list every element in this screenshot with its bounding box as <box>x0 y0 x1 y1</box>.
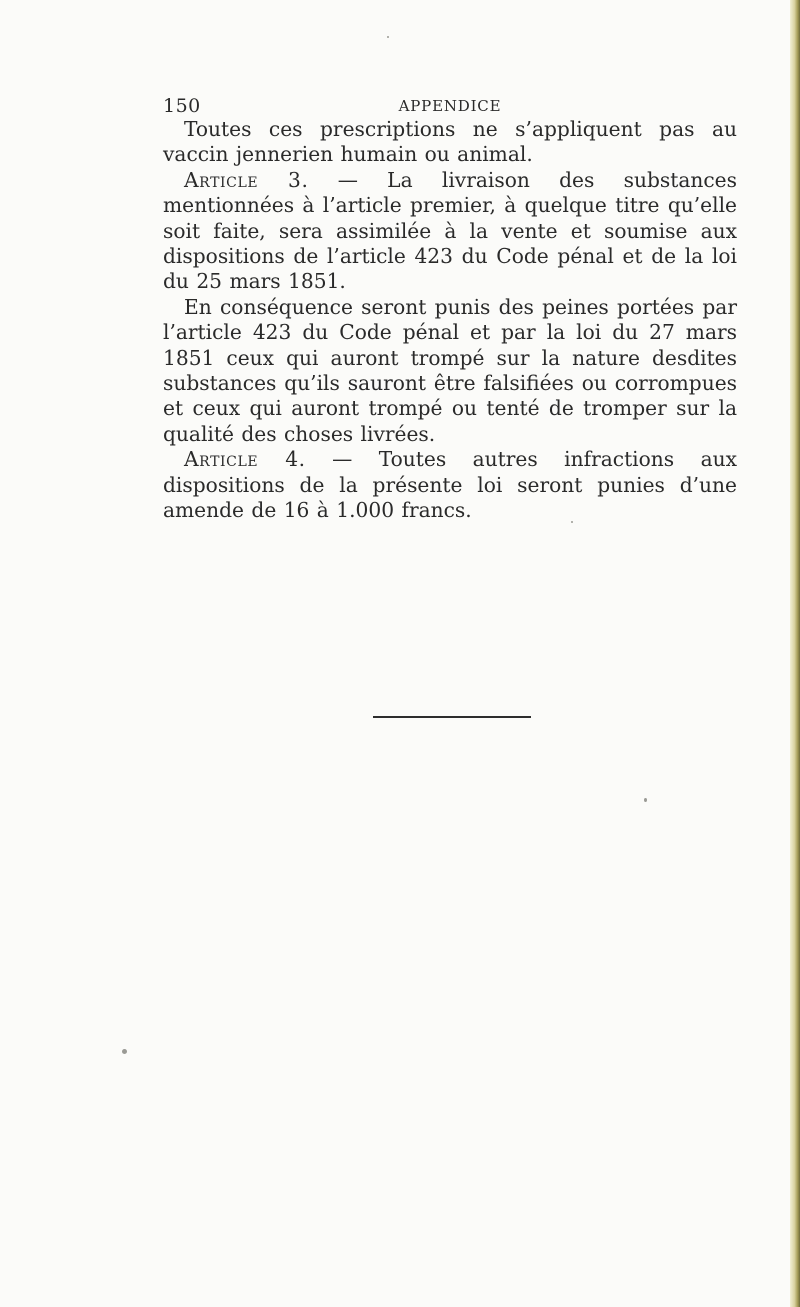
paper-speck <box>122 1049 127 1054</box>
paper-speck <box>571 521 573 523</box>
paper-speck <box>644 798 647 802</box>
paper-speck <box>387 36 389 38</box>
page-edge <box>790 0 800 1307</box>
end-rule <box>373 716 531 718</box>
consequence-text: En conséquence seront punis des peines portées par l’article 423 du Code pénal et par la loi du 27 mars 1851 ceux qui auront trompé sur la nature desdites substances qu’ils sauront être falsifiées ou corrompues et ceux qui auront trompé ou tenté de tromper sur la qualité des choses livrées. <box>163 294 737 446</box>
page-number: 150 <box>163 95 201 117</box>
paragraph-article-4 <box>163 447 737 523</box>
running-header <box>163 95 737 119</box>
article-4-text: — Toutes autres infractions aux dispositions de la présente loi seront punies d’une amende de 16 à 1.000 francs. <box>163 447 738 523</box>
paragraph-1-text: Toutes ces prescriptions ne s’appliquent pas au vaccin jennerien humain ou animal. <box>163 117 737 167</box>
paragraph-1 <box>163 117 737 168</box>
article-4-label: Article 4. <box>184 447 306 472</box>
article-3-text: — La livraison des substances mentionnées à l’article premier, à quelque titre qu’elle soit faite, sera assimilée à la vente et soumise aux dispositions de l’article 423 du Code pénal et de la loi du 25 mars 1851. <box>163 167 737 294</box>
article-3-label: Article 3. <box>184 167 309 192</box>
paragraph-article-3 <box>163 168 737 295</box>
paragraph-consequence <box>163 295 737 447</box>
running-title: APPENDICE <box>398 97 502 115</box>
body-text <box>163 117 737 524</box>
